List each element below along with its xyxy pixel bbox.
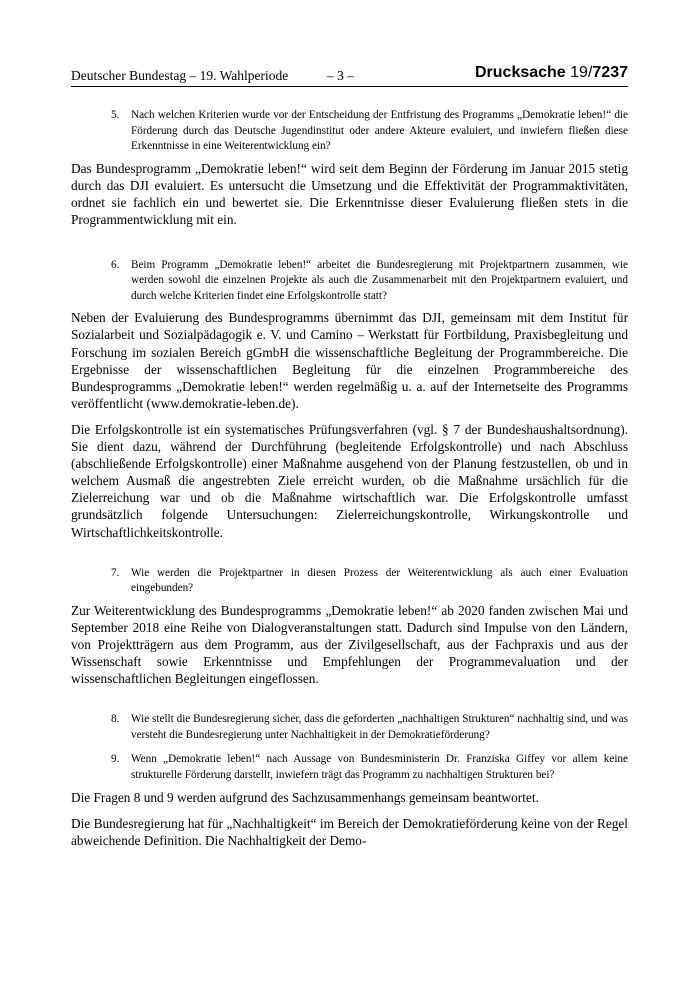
header-document-id	[475, 64, 628, 82]
question-text: Wie stellt die Bundesregierung sicher, dass die geforderten „nachhaltigen Strukturen“ nachhaltig sind, und was versteht die Bundesregierung unter Nachhaltigkeit in der Demokratieförderung?	[131, 713, 628, 741]
question-number: 7.	[111, 566, 120, 579]
answer-8-9-paragraph-1: Die Fragen 8 und 9 werden aufgrund des Sachzusammenhangs gemeinsam beantwortet.	[71, 790, 539, 806]
answer-6-paragraph-1: Neben der Evaluierung des Bundesprogramms übernimmt das DJI, gemeinsam mit dem Institut für Sozialarbeit und Sozialpädagogik e. V. und Camino – Werkstatt für Fortbildung, Praxisbegleitung und Forschung im sozialen Bereich gGmbH die wissenschaftliche Begleitung der Programmbereiche. Die Ergebnisse der wissenschaftlichen Begleitung für die einzelnen Programmbereiche des Bundesprogramms „Demokratie leben!“ werden regelmäßig u. a. auf der Internetseite des Programms veröffentlicht (www.demokratie-leben.de).	[71, 310, 628, 411]
question-number: 8.	[111, 713, 120, 726]
question-5	[71, 108, 628, 155]
question-7	[71, 566, 628, 597]
header-page-number: – 3 –	[327, 68, 354, 83]
question-text: Nach welchen Kriterien wurde vor der Entscheidung der Entfristung des Programms „Demokratie leben!“ die Förderung durch das Deutsche Jugendinstitut oder andere Akteure evaluiert, und inwiefern fließen diese Erkenntnisse in eine Weiterentwicklung ein?	[131, 109, 628, 152]
answer-8-9-paragraph-2: Die Bundesregierung hat für „Nachhaltigkeit“ im Bereich der Demokratieförderung keine von der Regel abweichende Definition. Die Nachhaltigkeit der Demo-	[71, 816, 628, 849]
answer-6-paragraph-2: Die Erfolgskontrolle ist ein systematisches Prüfungsverfahren (vgl. § 7 der Bundeshaushaltsordnung). Sie dient dazu, während der Durchführung (begleitende Erfolgskontrolle) und nach Abschluss (abschließende Erfolgskontrolle) einer Maßnahme ausgehend von der Planung festzustellen, ob und in welchem Ausmaß die angestrebten Ziele erreicht wurden, ob die Maßnahme ursächlich für die Zielerreichung war und ob die Maßnahme wirtschaftlich war. Die Erfolgskontrolle umfasst grundsätzlich folgende Untersuchungen: Zielerreichungskontrolle, Wirkungskontrolle und Wirtschaftlichkeitskontrolle.	[71, 421, 628, 540]
question-text: Beim Programm „Demokratie leben!“ arbeitet die Bundesregierung mit Projektpartnern zusammen, wie werden sowohl die einzelnen Projekte als auch die Zusammenarbeit mit den Projektpartnern evaluiert, und durch welche Kriterien findet eine Erfolgskontrolle statt?	[131, 258, 628, 302]
doc-prefix: 19/	[570, 64, 593, 81]
question-number: 6.	[111, 258, 120, 271]
question-8	[71, 712, 628, 743]
question-number: 5.	[111, 109, 120, 121]
doc-label: Drucksache	[474, 64, 566, 81]
answer-5: Das Bundesprogramm „Demokratie leben!“ wird seit dem Beginn der Förderung im Januar 2015 stetig durch das DJI evaluiert. Es untersucht die Umsetzung und die Effektivität der Programmaktivitäten, ordnet sie fachlich ein und bewertet sie. Die Erkenntnisse dieser Evaluierung fließen stets in die Programmentwicklung mit ein.	[71, 160, 628, 227]
question-number: 9.	[111, 753, 120, 766]
answer-7: Zur Weiterentwicklung des Bundesprogramms „Demokratie leben!“ ab 2020 fanden zwischen Mai und September 2018 eine Reihe von Dialogveranstaltungen statt. Dadurch sind Impulse von den Ländern, von Projektträgern aus dem Programm, aus der Zivilgesellschaft, aus der Fachpraxis und aus der Wissenschaft sowie Erkenntnisse und Empfehlungen der Programmevaluation und der wissenschaftlichen Begleitungen eingeflossen.	[71, 602, 628, 686]
question-text: Wenn „Demokratie leben!“ nach Aussage von Bundesministerin Dr. Franziska Giffey vor allem keine strukturelle Förderung darstellt, inwiefern trägt das Programm zu nachhaltigen Strukturen bei?	[131, 753, 628, 781]
doc-number: 7237	[592, 64, 628, 81]
page-content	[71, 108, 628, 849]
question-9	[71, 752, 628, 783]
question-6	[71, 258, 628, 305]
header-parliament: Deutscher Bundestag – 19. Wahlperiode	[71, 68, 289, 83]
question-text: Wie werden die Projektpartner in diesen Prozess der Weiterentwicklung als auch einer Evaluation eingebunden?	[131, 566, 628, 595]
page-header	[71, 64, 628, 87]
